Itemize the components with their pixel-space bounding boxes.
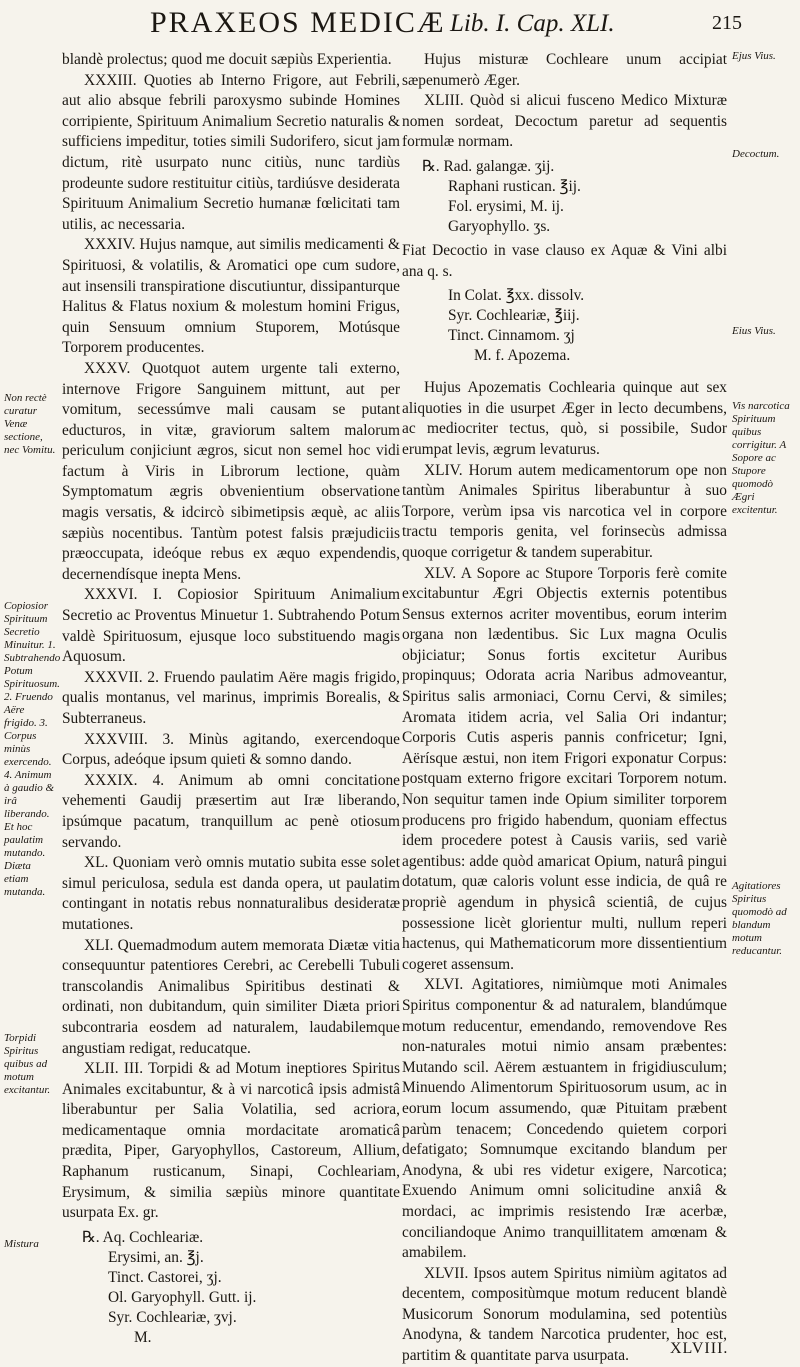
paragraph: XL. Quoniam verò omnis mutatio subita esse solet simul periculosa, sedula est danda opera, ut paulatim contingant in notatis rebus nonnaturalibus desideratæ mutationes. [62,854,400,933]
recipe-line: In Colat. ℥xx. dissolv. [448,287,585,305]
recipe-line: Erysimi, an. ℥j. [108,1248,204,1266]
paragraph: XLIV. Horum autem medicamentorum ope non tantùm Animales Spiritus liberabuntur à suo Torpore, verùm ipsa vis narcotica vel in corpore tractu temporis genita, vel forinsecùs admissa quoque corrigetur & tandem superabitur. [402,461,727,561]
recipe-line: M. [134,1328,152,1346]
paragraph: XLV. A Sopore ac Stupore Torporis ferè comite excitabuntur Ægri Objectis externis potentibus Sensus externos acriter moventibus, eorum interim organa non lædentibus. Sic Lux magna Oculis objiciatur; Sonus fortis excitetur Auribus propinquus; Odorata acria Naribus admoveantur, Spiritus salis armoniaci, Cornu Cervi, & similes; Aromata itidem acria, vel Salia Ori indantur; Corporis Cutis asperis pannis confricetur; Igni, Aërísque æstui, non item Frigori exponatur Corpus: postquam externo frigore excitari Torporem notum. Non sequitur tamen inde Opium similiter torporem producens pro frigido habendum, quoniam effectus idem procedere potest à Causis variis, sed variè agentibus: adde quòd amaricat Opium, naturâ pingui dotatum, quæ caloris volunt esse indicia, de quâ re propriè agendum in physicâ scientiâ, de cujus possessione licèt glorientur multi, nullum reperi hactenus, qui Mathematicorum more dissentientium cogeret assensum. [402,564,727,973]
margin-note: Agitatiores Spiritus quomodò ad blandum motum reducantur. [732,880,787,957]
recipe-line: Raphani rustican. ℥ij. [448,177,581,195]
recipe-line: ℞. Aq. Cochleariæ. [82,1228,204,1246]
margin-note: Ejus Vius. [732,50,776,62]
paragraph: XXXIX. 4. Animum ab omni concitatione vehementi Gaudij præsertim aut Iræ liberando, ipsúmque pacatum, tranquillum ac penè otiosum servando. [62,771,400,851]
catchword: XLVIII. [670,1340,729,1357]
chapter-reference: Lib. I. Cap. XLI. [450,10,615,37]
margin-note: Torpidi Spiritus quibus ad motum excitantur. [4,1032,51,1096]
left-column [62,50,400,1352]
paragraph: XLVI. Agitatiores, nimiùmque moti Animales Spiritus componentur & ad naturalem, blandúmque motum reducentur, emendando, removendove Res non-naturales motui nimio ansam præbentes: Mutando scil. Aërem æstuantem in frigidiusculum; Minuendo Alimentorum Spirituosorum usum, ac in eorum locum assumendo, quæ Pituitam præbent parùm tenacem; Concedendo quietem corpori defatigato; Somnumque excitando blandum per Anodyna, & ubi res videtur exigere, Narcotica; Exuendo Animum omni solicitudine anxiâ & mordaci, ac imprimis resistendo Iræ acerbæ, conciliandoque Animo tranquillitatem amœnam & amabilem. [402,976,727,1262]
paragraph: XXXV. Quotquot autem urgente tali externo, internove Frigore Sanguinem mittunt, aut per vomitum, secessúmve mali causam se putant educturos, in vitæ, graviorum saltem malorum periculum conjiciunt ægros, sicut non semel hoc vidi factum à Viris in Librorum lectione, quàm Symptomatum ægris obvenientium observatione magis versatis, & idcircò sibimetipsis æquè, ac aliis sæpiùs nocentibus. Tantùm potest falsis præjudiciis præoccupata, ideóque rebus ex æquo expendendis, decernendísque inepta Mens. [62,359,400,583]
paragraph: XLVII. Ipsos autem Spiritus nimiùm agitatos ad decentem, compositùmque motum reducent blandè Musicorum Sonorum modulamina, sed potentiùs Anodyna, & tandem Narcotica prudenter, hoc est, partitim & quantitate parva usurpata. [402,1264,727,1365]
recipe-line: M. f. Apozema. [474,347,571,365]
recipe-line: Tinct. Castorei, ʒj. [108,1268,222,1286]
running-header [0,6,800,46]
paragraph: XXXVI. I. Copiosior Spirituum Animalium Secretio ac Proventus Minuetur 1. Subtrahendo Potum valdè Spirituosum, ejusque loco substituendo magis Aquosum. [62,586,400,666]
recipe-line: Garyophyllo. ʒs. [448,217,551,235]
paragraph: Hujus Apozematis Cochlearia quinque aut sex aliquoties in die usurpet Æger in lecto decumbens, ac mediocriter tectus, quò, si possibile, Sudor erumpat levis, ægrum levaturus. [402,379,727,458]
recipe-line: Tinct. Cinnamom. ʒj [448,327,575,345]
recipe-line: Syr. Cochleariæ, ℥iij. [448,307,580,325]
paragraph: XXXVIII. 3. Minùs agitando, exercendoque Corpus, adeóque ipsum quieti & somno dando. [62,730,400,769]
paragraph: Hujus misturæ Cochleare unum accipiat sæpenumerò Æger. [402,51,727,89]
recipe [422,157,727,237]
paragraph: blandè prolectus; quod me docuit sæpiùs Experientia. [62,51,392,68]
recipe-line: ℞. Rad. galangæ. ʒij. [422,157,555,175]
running-title: PRAXEOS MEDICÆ [150,6,446,39]
recipe-line: Fol. erysimi, M. ij. [448,197,564,215]
paragraph: XLII. III. Torpidi & ad Motum ineptiores Spiritus Animales excitabuntur, & à vi narcoticâ ipsis admistâ liberabuntur per Salia Volatilia, sed acriora, medicamentaque omnia mordacitate aromaticâ prædita, Piper, Garyophyllos, Castoreum, Allium, Raphanum rusticanum, Sinapi, Cochleariam, Erysimum, & similia sæpiùs minore quantitate usurpata Ex. gr. [62,1060,400,1222]
right-column [402,50,727,1367]
recipe [422,286,727,366]
margin-note: Copiosior Spirituum Secretio Minuitur. 1. Subtrahendo Potum Spirituosum. 2. Fruendo Aëre frigido. 3. Corpus minùs exercendo. 4. Animum à gaudio & irâ liberando. Et hoc paulatim mutando. Diæta etiam mutanda. [4,600,61,898]
margin-note: Non rectè curatur Venæ sectione, nec Vomitu. [4,392,56,456]
margin-note: Mistura [4,1238,39,1250]
paragraph: Fiat Decoctio in vase clauso ex Aquæ & Vini albi ana q. s. [402,241,727,280]
paragraph: XXXVII. 2. Fruendo paulatim Aëre magis frigido, qualis montanus, vel marinus, imprimis Borealis, & Subterraneus. [62,668,400,727]
recipe [82,1228,400,1348]
margin-note: Decoctum. [732,148,780,160]
recipe-line: Syr. Cochleariæ, ʒvj. [108,1308,237,1326]
page-number: 215 [712,12,742,34]
paragraph: XXXIV. Hujus namque, aut similis medicamenti & Spirituosi, & volatilis, & Aromatici ope cum sudore, aut insensili transpiratione discutiuntur, dissipanturque Halitus & Flatus noxium & molestum homini Frigus, quin Sensuum omnium Stuporem, Motúsque Torporem producentes. [62,236,400,357]
paragraph: XLI. Quemadmodum autem memorata Diætæ vitia consequuntur patentiores Cerebri, ac Cerebelli Tubuli transcolandis Animalibus Spiritibus destinati & ordinati, non dubitandum, quin similiter Diæta priori subcontraria eosdem ad naturalem, laudabilemque angustiam redigat, reducatque. [62,936,400,1057]
paragraph: XXXIII. Quoties ab Interno Frigore, aut Febrili, aut alio absque febrili paroxysmo subinde Homines corripiente, Spirituum Animalium Secretio naturalis & sufficiens impeditur, toties simili Sudorifero, sicut jam dictum, ritè usurpato nunc citiùs, nunc tardiùs prodeunte sudore restituitur citiùs, tardiúsve desiderata Spirituum Animalium Secretio humanæ fœlicitati tam utilis, ac necessaria. [62,71,400,233]
recipe-line: Ol. Garyophyll. Gutt. ij. [108,1288,257,1306]
margin-note: Eius Vius. [732,325,776,337]
margin-note: Vis narcotica Spirituum quibus corrigitur. A Sopore ac Stupore quomodò Ægri excitentur. [732,400,790,516]
paragraph: XLIII. Quòd si alicui fusceno Medico Mixturæ nomen sordeat, Decoctum paretur ad sequentis formulæ normam. [402,92,727,151]
